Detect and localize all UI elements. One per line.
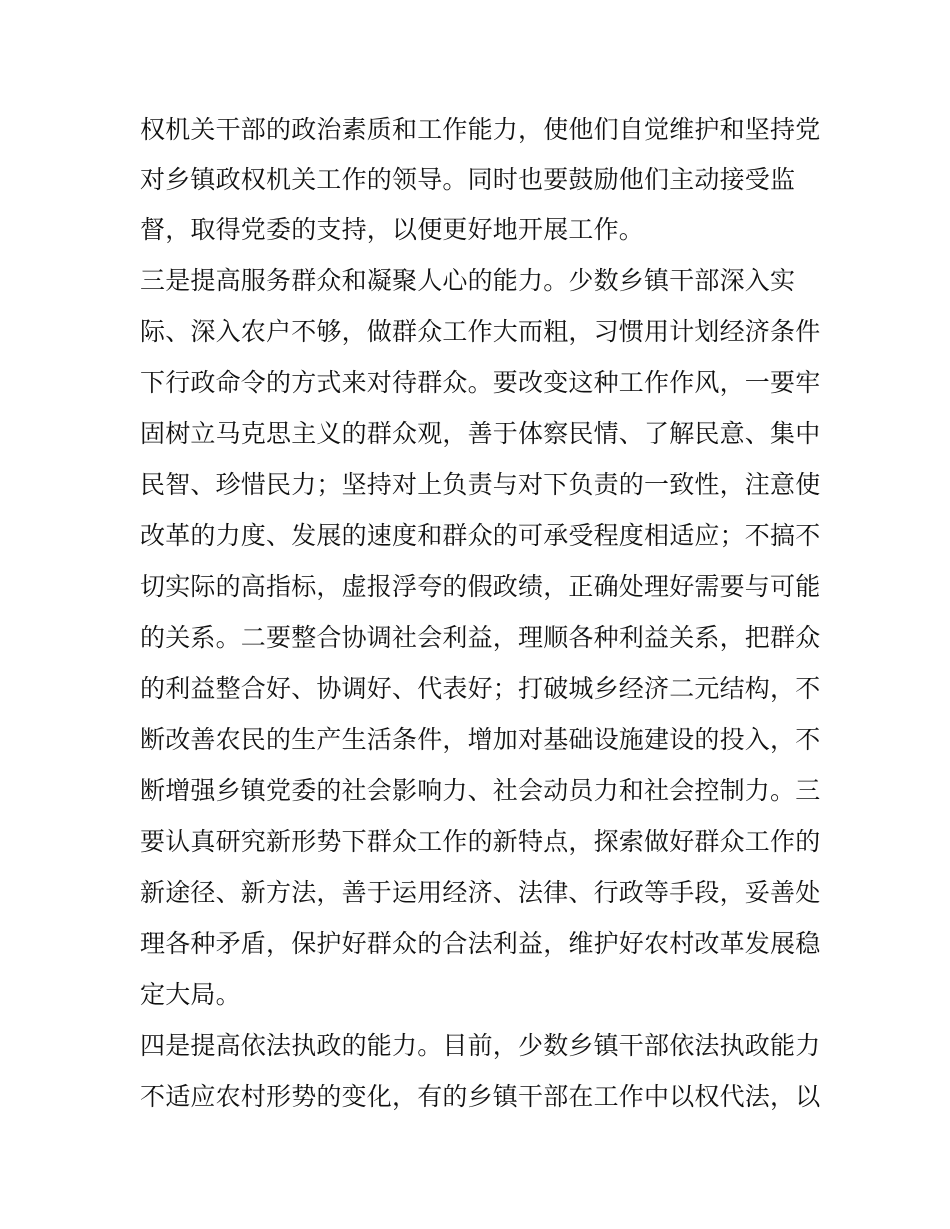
text-line: 际、深入农户不够，做群众工作大而粗，习惯用计划经济条件 — [140, 317, 821, 346]
text-line: 定大局。 — [140, 980, 241, 1009]
text-line: 督，取得党委的支持，以便更好地开展工作。 — [140, 215, 645, 244]
text-line: 固树立马克思主义的群众观，善于体察民情、了解民意、集中 — [140, 419, 821, 448]
text-line: 下行政命令的方式来对待群众。要改变这种工作作风，一要牢 — [140, 368, 821, 397]
text-line: 不适应农村形势的变化，有的乡镇干部在工作中以权代法，以 — [140, 1082, 821, 1111]
text-line: 改革的力度、发展的速度和群众的可承受程度相适应；不搞不 — [140, 521, 821, 550]
text-line: 要认真研究新形势下群众工作的新特点，探索做好群众工作的 — [140, 827, 821, 856]
text-line: 切实际的高指标，虚报浮夸的假政绩，正确处理好需要与可能 — [140, 572, 821, 601]
text-line: 的利益整合好、协调好、代表好；打破城乡经济二元结构，不 — [140, 674, 821, 703]
text-line: 理各种矛盾，保护好群众的合法利益，维护好农村改革发展稳 — [140, 929, 821, 958]
text-line: 四是提高依法执政的能力。目前，少数乡镇干部依法执政能力 — [140, 1031, 821, 1060]
text-line: 新途径、新方法，善于运用经济、法律、行政等手段，妥善处 — [140, 878, 821, 907]
text-line: 民智、珍惜民力；坚持对上负责与对下负责的一致性，注意使 — [140, 470, 821, 499]
text-line: 权机关干部的政治素质和工作能力，使他们自觉维护和坚持党 — [140, 115, 821, 144]
text-line: 三是提高服务群众和凝聚人心的能力。少数乡镇干部深入实 — [140, 266, 796, 295]
text-line: 对乡镇政权机关工作的领导。同时也要鼓励他们主动接受监 — [140, 165, 796, 194]
text-line: 断改善农民的生产生活条件，增加对基础设施建设的投入，不 — [140, 725, 821, 754]
text-line: 的关系。二要整合协调社会利益，理顺各种利益关系，把群众 — [140, 623, 821, 652]
text-line: 断增强乡镇党委的社会影响力、社会动员力和社会控制力。三 — [140, 776, 821, 805]
